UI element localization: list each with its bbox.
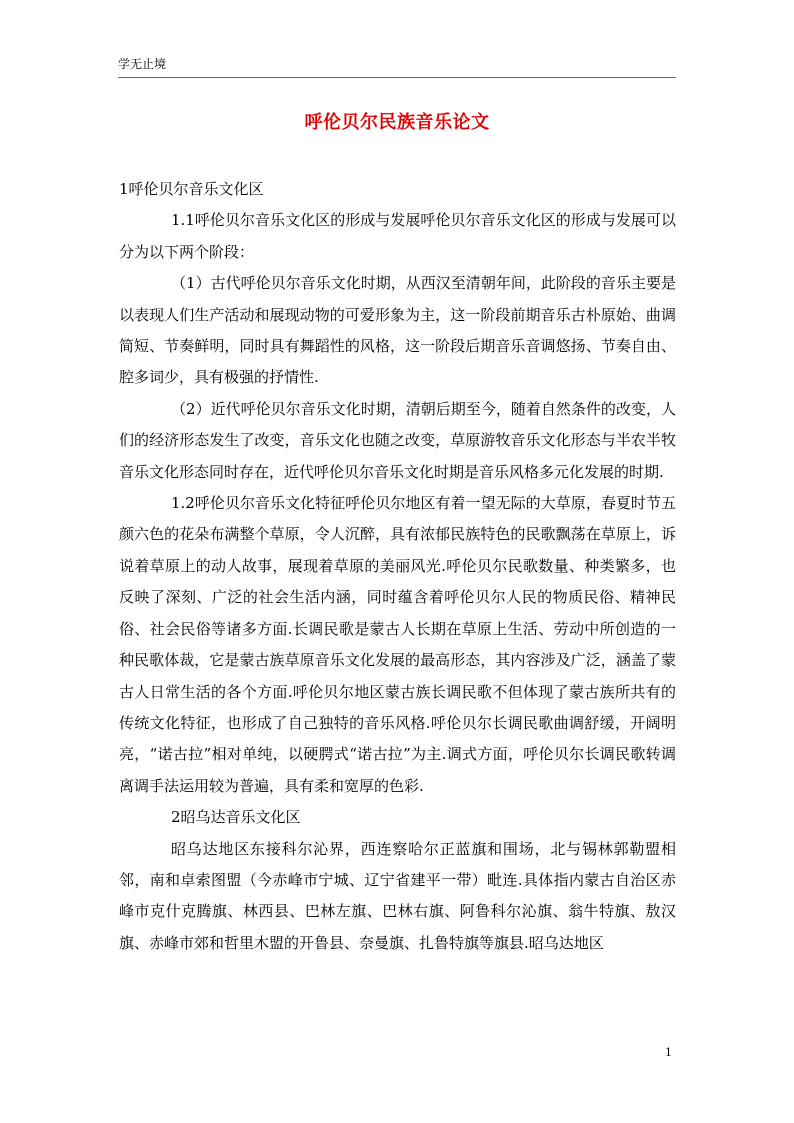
header-divider <box>118 77 676 78</box>
subsection-paragraph: 1.1呼伦贝尔音乐文化区的形成与发展呼伦贝尔音乐文化区的形成与发展可以分为以下两个阶段： <box>119 211 676 261</box>
section-heading: 2昭乌达音乐文化区 <box>171 808 301 827</box>
page-header: 学无止境 <box>118 57 167 71</box>
body-paragraph: （2）近代呼伦贝尔音乐文化时期，清朝后期至今，随着自然条件的改变，人们的经济形态发生了改变，音乐文化也随之改变，草原游牧音乐文化形态与半农半牧音乐文化形态同时存在，近代呼伦贝尔音乐文化时期是音乐风格多元化发展的时期. <box>119 399 676 481</box>
page-number: 1 <box>665 1046 672 1059</box>
subsection-paragraph: 1.2呼伦贝尔音乐文化特征呼伦贝尔地区有着一望无际的大草原，春夏时节五颜六色的花朵布满整个草原，令人沉醉，具有浓郁民族特色的民歌飘荡在草原上，诉说着草原上的动人故事，展现着草原的美丽风光.呼伦贝尔民歌数量、种类繁多，也反映了深刻、广泛的社会生活内涵，同时蕴含着呼伦贝尔人民的物质民俗、精神民俗、社会民俗等诸多方面.长调民歌是蒙古人长期在草原上生活、劳动中所创造的一种民歌体裁，它是蒙古族草原音乐文化发展的最高形态，其内容涉及广泛，涵盖了蒙古人日常生活的各个方面.呼伦贝尔地区蒙古族长调民歌不但体现了蒙古族所共有的传统文化特征，也形成了自己独特的音乐风格.呼伦贝尔长调民歌曲调舒缓，开阔明亮，“诺古拉”相对单纯，以硬腭式“诺古拉”为主.调式方面，呼伦贝尔长调民歌转调离调手法运用较为普遍，具有柔和宽厚的色彩. <box>119 494 676 795</box>
document-title: 呼伦贝尔民族音乐论文 <box>304 112 490 133</box>
document-body <box>119 174 676 959</box>
section-heading: 1呼伦贝尔音乐文化区 <box>119 180 264 198</box>
body-paragraph: 昭乌达地区东接科尔沁界，西连察哈尔正蓝旗和围场，北与锡林郭勒盟相邻，南和卓索图盟（今赤峰市宁城、辽宁省建平一带）毗连.具体指内蒙古自治区赤峰市克什克腾旗、林西县、巴林左旗、巴林右旗、阿鲁科尔沁旗、翁牛特旗、敖汉旗、赤峰市郊和哲里木盟的开鲁县、奈曼旗、扎鲁特旗等旗县.昭乌达地区 <box>119 839 676 952</box>
body-paragraph: （1）古代呼伦贝尔音乐文化时期，从西汉至清朝年间，此阶段的音乐主要是以表现人们生产活动和展现动物的可爱形象为主，这一阶段前期音乐古朴原始、曲调简短、节奏鲜明，同时具有舞蹈性的风格，这一阶段后期音乐音调悠扬、节奏自由、腔多词少，具有极强的抒情性. <box>119 274 676 387</box>
